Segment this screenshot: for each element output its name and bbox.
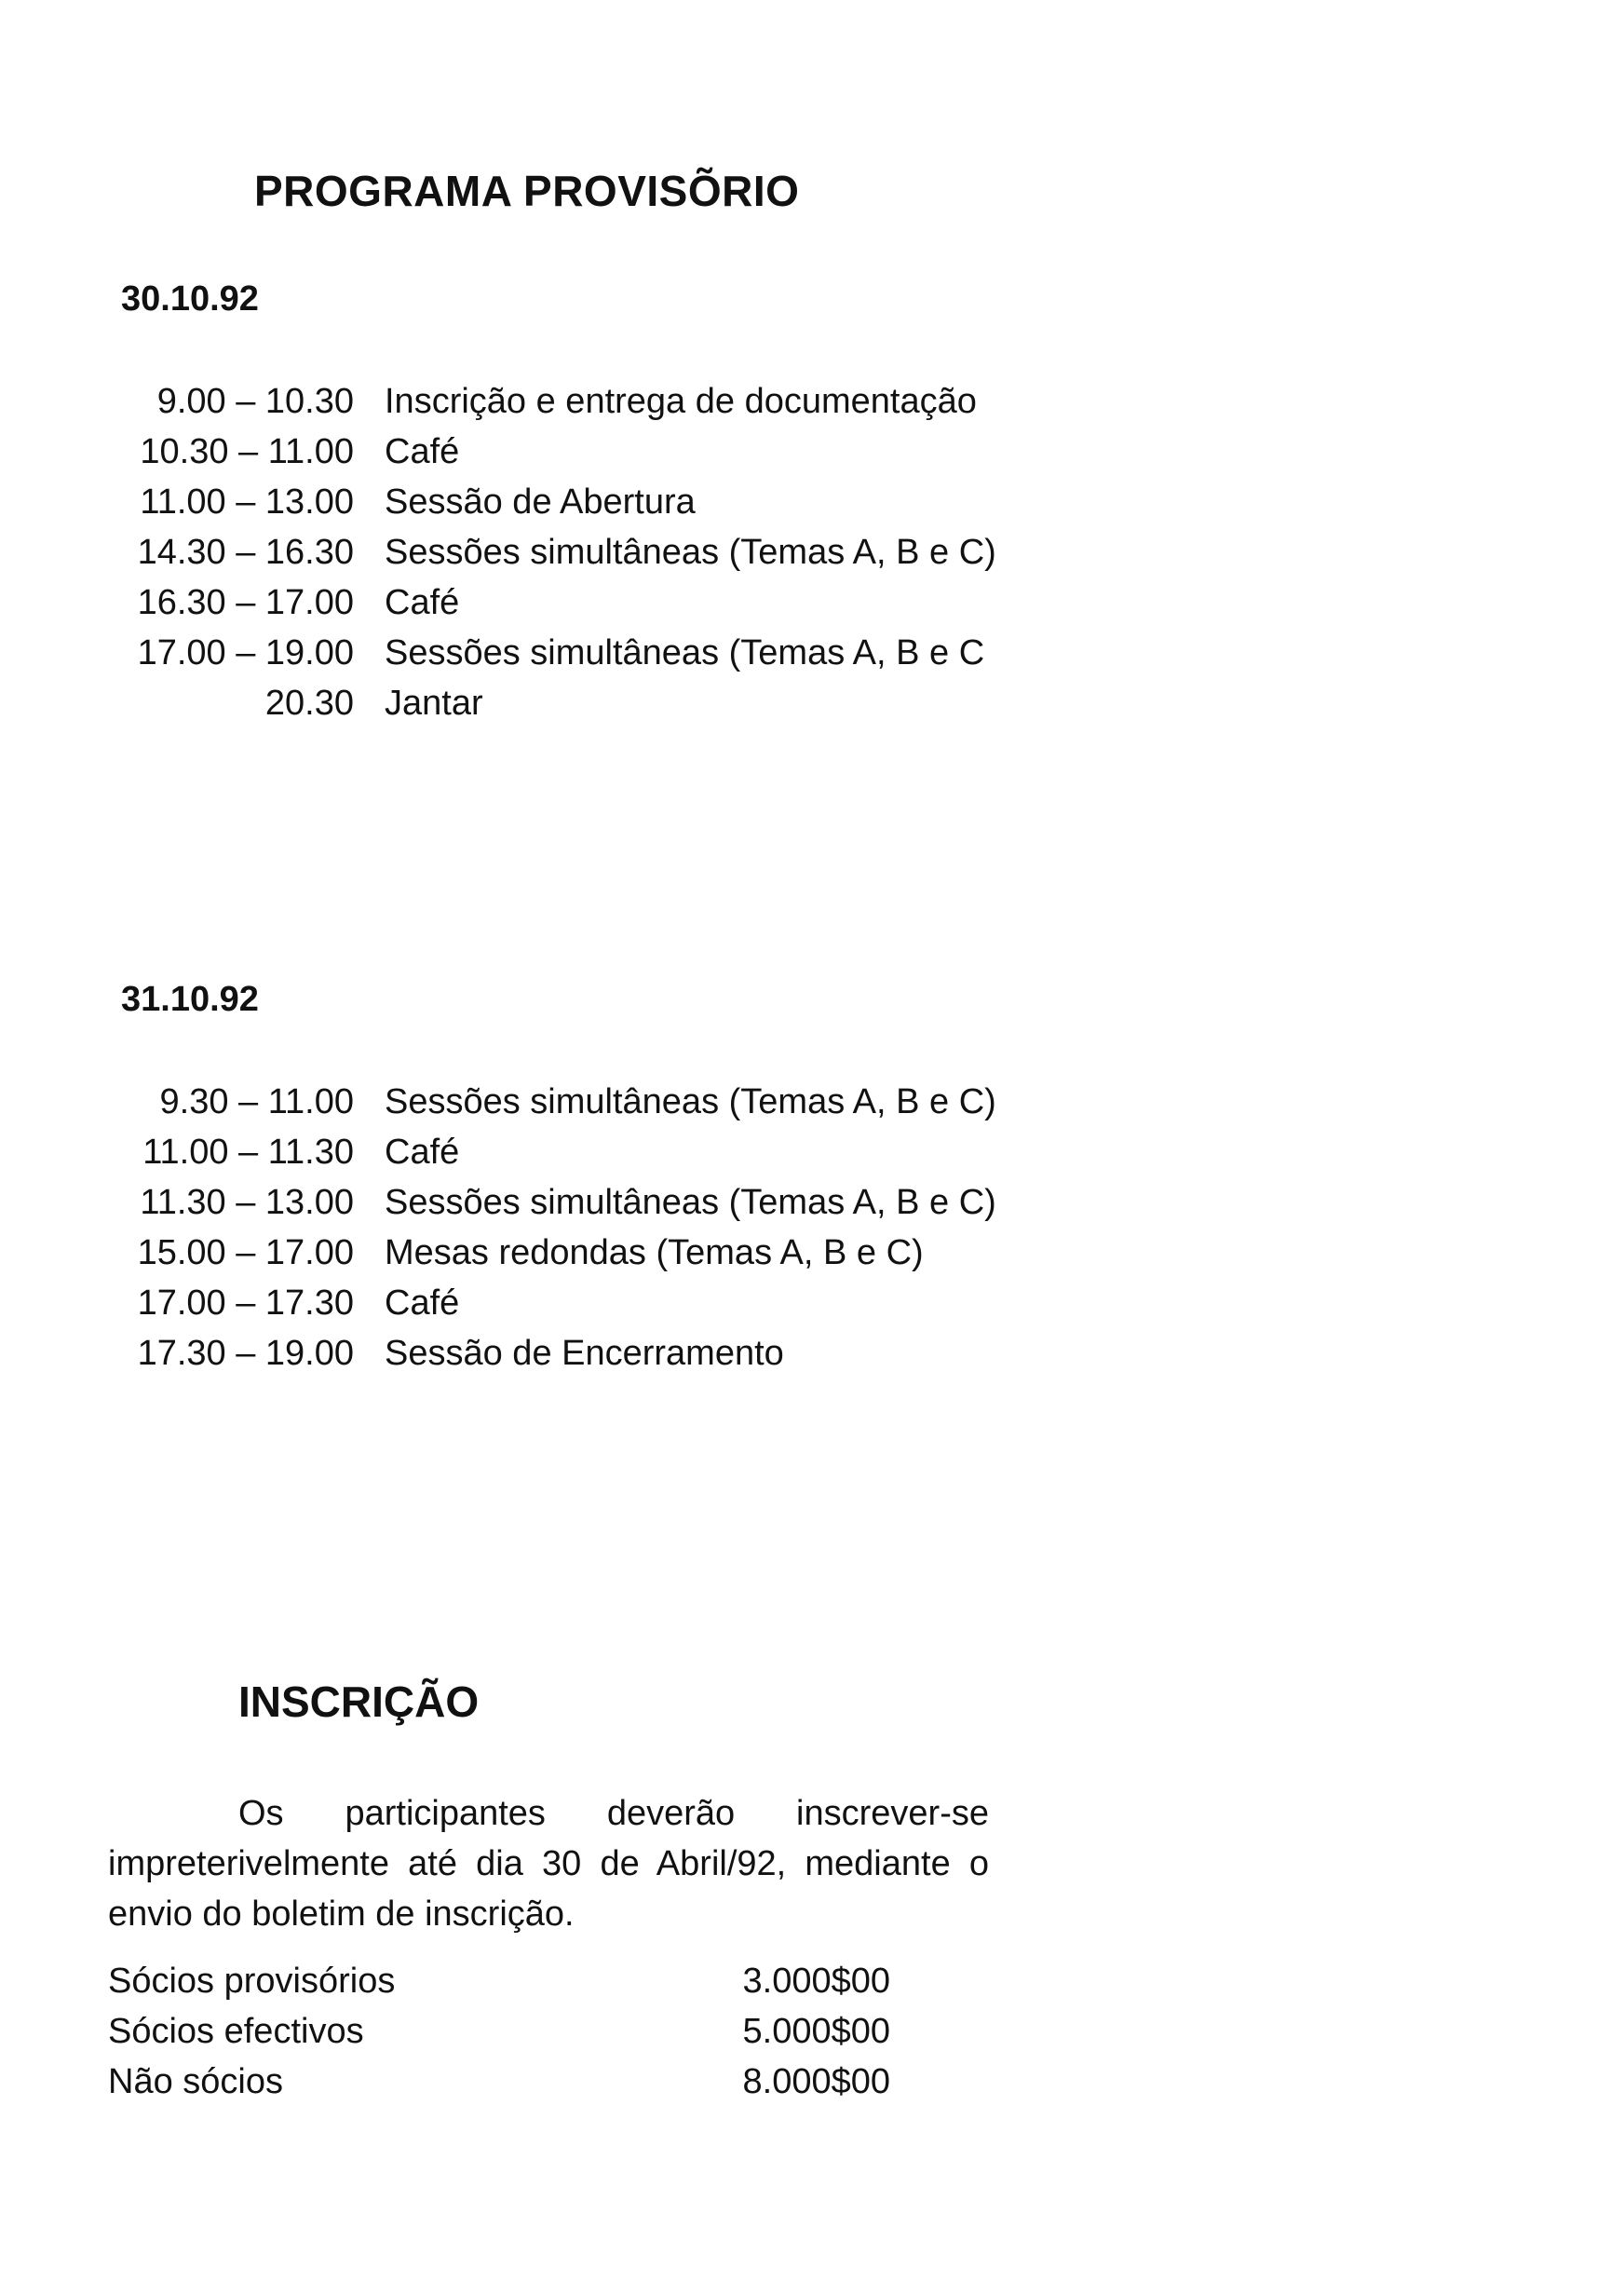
schedule-row — [0, 1177, 1624, 1228]
schedule-row — [0, 577, 1624, 628]
schedule-time: 17.00 – 19.00 — [137, 633, 354, 672]
schedule-row — [0, 1278, 1624, 1328]
schedule-desc: Sessão de Encerramento — [385, 1334, 784, 1373]
schedule-desc: Sessão de Abertura — [385, 482, 696, 522]
schedule-time: 16.30 – 17.00 — [137, 583, 354, 622]
schedule-desc: Café — [385, 1283, 460, 1323]
schedule-time: 11.00 – 13.00 — [140, 482, 354, 522]
section-heading-inscricao: INSCRIÇÃO — [238, 1677, 480, 1726]
schedule-time: 20.30 — [264, 684, 354, 723]
schedule-time: 11.30 – 13.00 — [140, 1183, 354, 1222]
schedule-desc: Sessões simultâneas (Temas A, B e C — [385, 633, 985, 672]
schedule-desc: Sessões simultâneas (Temas A, B e C) — [385, 533, 996, 572]
day-2-schedule — [0, 1077, 1624, 1378]
schedule-time: 17.00 – 17.30 — [137, 1283, 354, 1323]
schedule-time: 17.30 – 19.00 — [137, 1334, 354, 1373]
schedule-desc: Café — [385, 583, 460, 622]
schedule-time: 14.30 – 16.30 — [137, 533, 354, 572]
schedule-row — [0, 376, 1624, 427]
fee-value: 8.000$00 — [742, 2062, 890, 2101]
schedule-time: 9.30 – 11.00 — [159, 1082, 354, 1121]
day-1-date: 30.10.92 — [121, 279, 259, 319]
fee-label: Não sócios — [108, 2062, 283, 2101]
inscricao-paragraph: Os participantes deverão inscrever-se impreterivelmente até dia 30 de Abril/92, mediante o envio do boletim de inscrição. — [108, 1794, 989, 1934]
schedule-row — [0, 527, 1624, 577]
schedule-row — [0, 427, 1624, 477]
fee-value: 5.000$00 — [742, 2012, 890, 2051]
schedule-desc: Inscrição e entrega de documentação — [385, 382, 977, 421]
schedule-desc: Café — [385, 1133, 460, 1172]
day-1-schedule — [0, 376, 1624, 728]
schedule-row — [0, 1127, 1624, 1177]
schedule-row — [0, 1077, 1624, 1127]
fee-row — [108, 1956, 890, 2006]
schedule-row — [0, 1228, 1624, 1278]
schedule-desc: Sessões simultâneas (Temas A, B e C) — [385, 1183, 996, 1222]
fee-row — [108, 2006, 890, 2057]
schedule-desc: Jantar — [385, 684, 483, 723]
schedule-row — [0, 477, 1624, 527]
schedule-row — [0, 678, 1624, 728]
fee-label: Sócios efectivos — [108, 2012, 364, 2051]
schedule-row — [0, 1328, 1624, 1378]
fee-label: Sócios provisórios — [108, 1962, 396, 2001]
schedule-time: 10.30 – 11.00 — [140, 432, 354, 471]
schedule-desc: Mesas redondas (Temas A, B e C) — [385, 1233, 924, 1272]
schedule-time: 9.00 – 10.30 — [156, 382, 354, 421]
day-2-date: 31.10.92 — [121, 980, 259, 1019]
schedule-row — [0, 628, 1624, 678]
schedule-time: 11.00 – 11.30 — [142, 1133, 354, 1172]
schedule-desc: Sessões simultâneas (Temas A, B e C) — [385, 1082, 996, 1121]
page-title: PROGRAMA PROVISÕRIO — [254, 167, 800, 215]
schedule-time: 15.00 – 17.00 — [137, 1233, 354, 1272]
fee-list — [108, 1956, 890, 2107]
fee-row — [108, 2057, 890, 2107]
fee-value: 3.000$00 — [742, 1962, 890, 2001]
schedule-desc: Café — [385, 432, 460, 471]
